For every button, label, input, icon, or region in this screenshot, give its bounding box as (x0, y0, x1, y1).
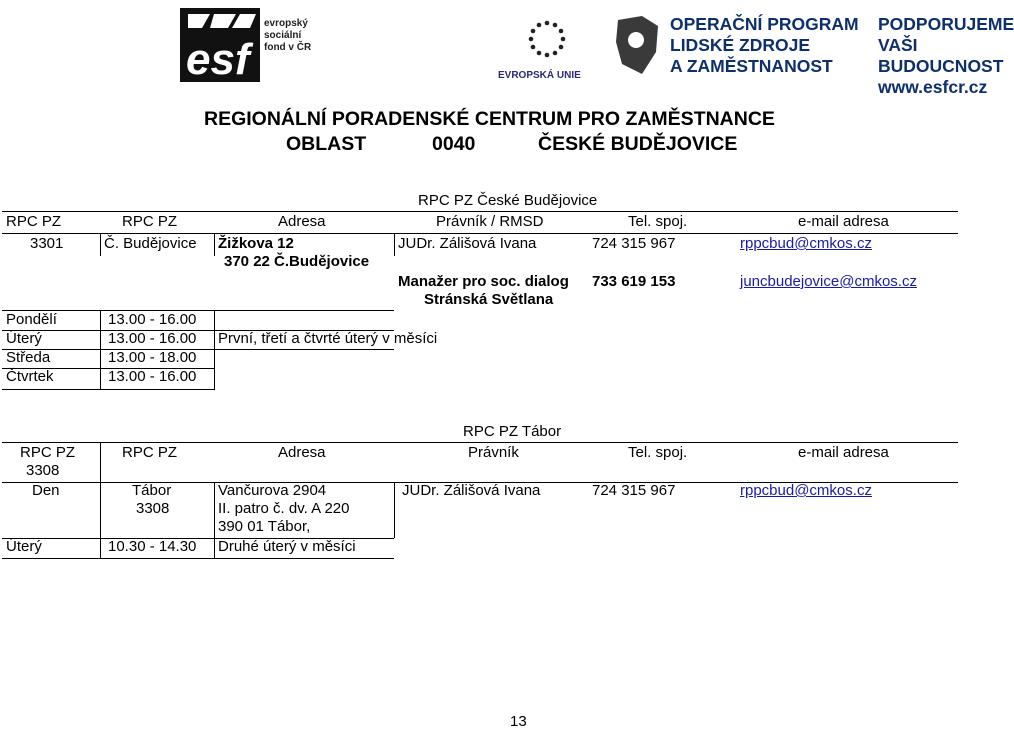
column-header: Právník / RMSD (436, 213, 544, 230)
cell-divider (214, 233, 215, 256)
schedule-day: Pondělí (6, 311, 57, 328)
area-code: 0040 (432, 133, 476, 155)
support-line: VAŠI BUDOUCNOST (878, 35, 1004, 76)
office-city-code: 3308 (136, 500, 170, 517)
office-address-city: 390 01 Tábor, (218, 518, 311, 535)
table-border (2, 211, 958, 212)
schedule-day: Středa (6, 349, 51, 366)
office-address-street: Vančurova 2904 (218, 482, 327, 499)
op-emblem-icon (612, 12, 664, 78)
cell-divider (100, 310, 101, 390)
manager-name: Stránská Světlana (424, 291, 554, 308)
manager-role: Manažer pro soc. dialog (398, 273, 569, 290)
lawyer-name: JUDr. Zálišová Ivana (402, 482, 541, 499)
op-line: OPERAČNÍ PROGRAM (670, 14, 859, 34)
schedule-day: Úterý (6, 538, 42, 555)
page-title: REGIONÁLNÍ PORADENSKÉ CENTRUM PRO ZAMĚSTNANCE (204, 108, 775, 130)
table-border (2, 442, 958, 443)
esf-caption-line: fond v ČR (264, 42, 312, 53)
schedule-note: Druhé úterý v měsíci (218, 538, 356, 555)
esf-logo (180, 8, 340, 82)
esf-caption-line: sociální (264, 30, 302, 41)
section-title-cb: RPC PZ České Budějovice (418, 192, 598, 209)
schedule-day: Čtvrtek (6, 368, 54, 385)
column-header: Adresa (278, 444, 326, 461)
table-border (2, 558, 394, 559)
cell-divider (214, 310, 215, 390)
schedule-time: 13.00 - 18.00 (108, 349, 197, 366)
day-header: Den (32, 482, 60, 499)
email-link[interactable]: rppcbud@cmkos.cz (740, 482, 872, 499)
schedule-note: První, třetí a čtvrté úterý v měsíci (218, 330, 438, 347)
op-line: LIDSKÉ ZDROJE (670, 35, 811, 55)
cell-divider (214, 482, 215, 558)
phone-number: 724 315 967 (592, 235, 676, 252)
office-address-floor: II. patro č. dv. A 220 (218, 500, 350, 517)
esf-caption (264, 18, 311, 54)
support-url: www.esfcr.cz (878, 77, 988, 97)
op-program-text (670, 14, 859, 77)
eu-caption: EVROPSKÁ UNIE (498, 70, 581, 81)
table-border (2, 233, 958, 234)
email-link[interactable]: rppcbud@cmkos.cz (740, 235, 872, 252)
column-header: Tel. spoj. (628, 444, 688, 461)
schedule-time: 13.00 - 16.00 (108, 368, 197, 385)
op-line: A ZAMĚSTNANOST (670, 56, 833, 76)
cell-divider (100, 233, 101, 256)
cell-divider (100, 442, 101, 482)
table-border (2, 310, 394, 311)
manager-email-link[interactable]: juncbudejovice@cmkos.cz (740, 273, 917, 290)
manager-phone: 733 619 153 (592, 273, 676, 290)
area-name: ČESKÉ BUDĚJOVICE (538, 133, 738, 155)
office-city: Č. Budějovice (104, 235, 197, 252)
section-title-tabor: RPC PZ Tábor (463, 423, 562, 440)
eu-flag-icon (518, 16, 576, 62)
support-line: PODPORUJEME (878, 14, 1014, 34)
column-header: RPC PZ (6, 213, 62, 230)
column-header: RPC PZ (122, 213, 178, 230)
office-code: 3301 (30, 235, 64, 252)
lawyer-name: JUDr. Zálišová Ivana (398, 235, 537, 252)
schedule-time: 10.30 - 14.30 (108, 538, 197, 555)
table-border (2, 389, 214, 390)
svg-text:esf: esf (186, 35, 250, 84)
esf-caption-line: evropský (264, 18, 308, 29)
cell-divider (394, 482, 395, 538)
schedule-time: 13.00 - 16.00 (108, 311, 197, 328)
cell-divider (100, 482, 101, 558)
schedule-day: Úterý (6, 330, 42, 347)
column-header: Tel. spoj. (628, 213, 688, 230)
column-header: e-mail adresa (798, 213, 889, 230)
cell-divider (394, 233, 395, 256)
office-address-city: 370 22 Č.Budějovice (224, 253, 370, 270)
column-header: RPC PZ (122, 444, 178, 461)
schedule-time: 13.00 - 16.00 (108, 330, 197, 347)
page-number: 13 (510, 713, 527, 730)
column-header: Právník (468, 444, 519, 461)
esf-banner (180, 8, 1014, 97)
area-label: OBLAST (286, 133, 367, 155)
support-text (878, 14, 1014, 98)
column-header: RPC PZ (20, 444, 76, 461)
phone-number: 724 315 967 (592, 482, 676, 499)
row-border (2, 349, 394, 350)
column-header: e-mail adresa (798, 444, 889, 461)
office-city: Tábor (132, 482, 172, 499)
office-code: 3308 (26, 462, 60, 479)
office-address-street: Žižkova 12 (218, 235, 294, 252)
column-header: Adresa (278, 213, 326, 230)
